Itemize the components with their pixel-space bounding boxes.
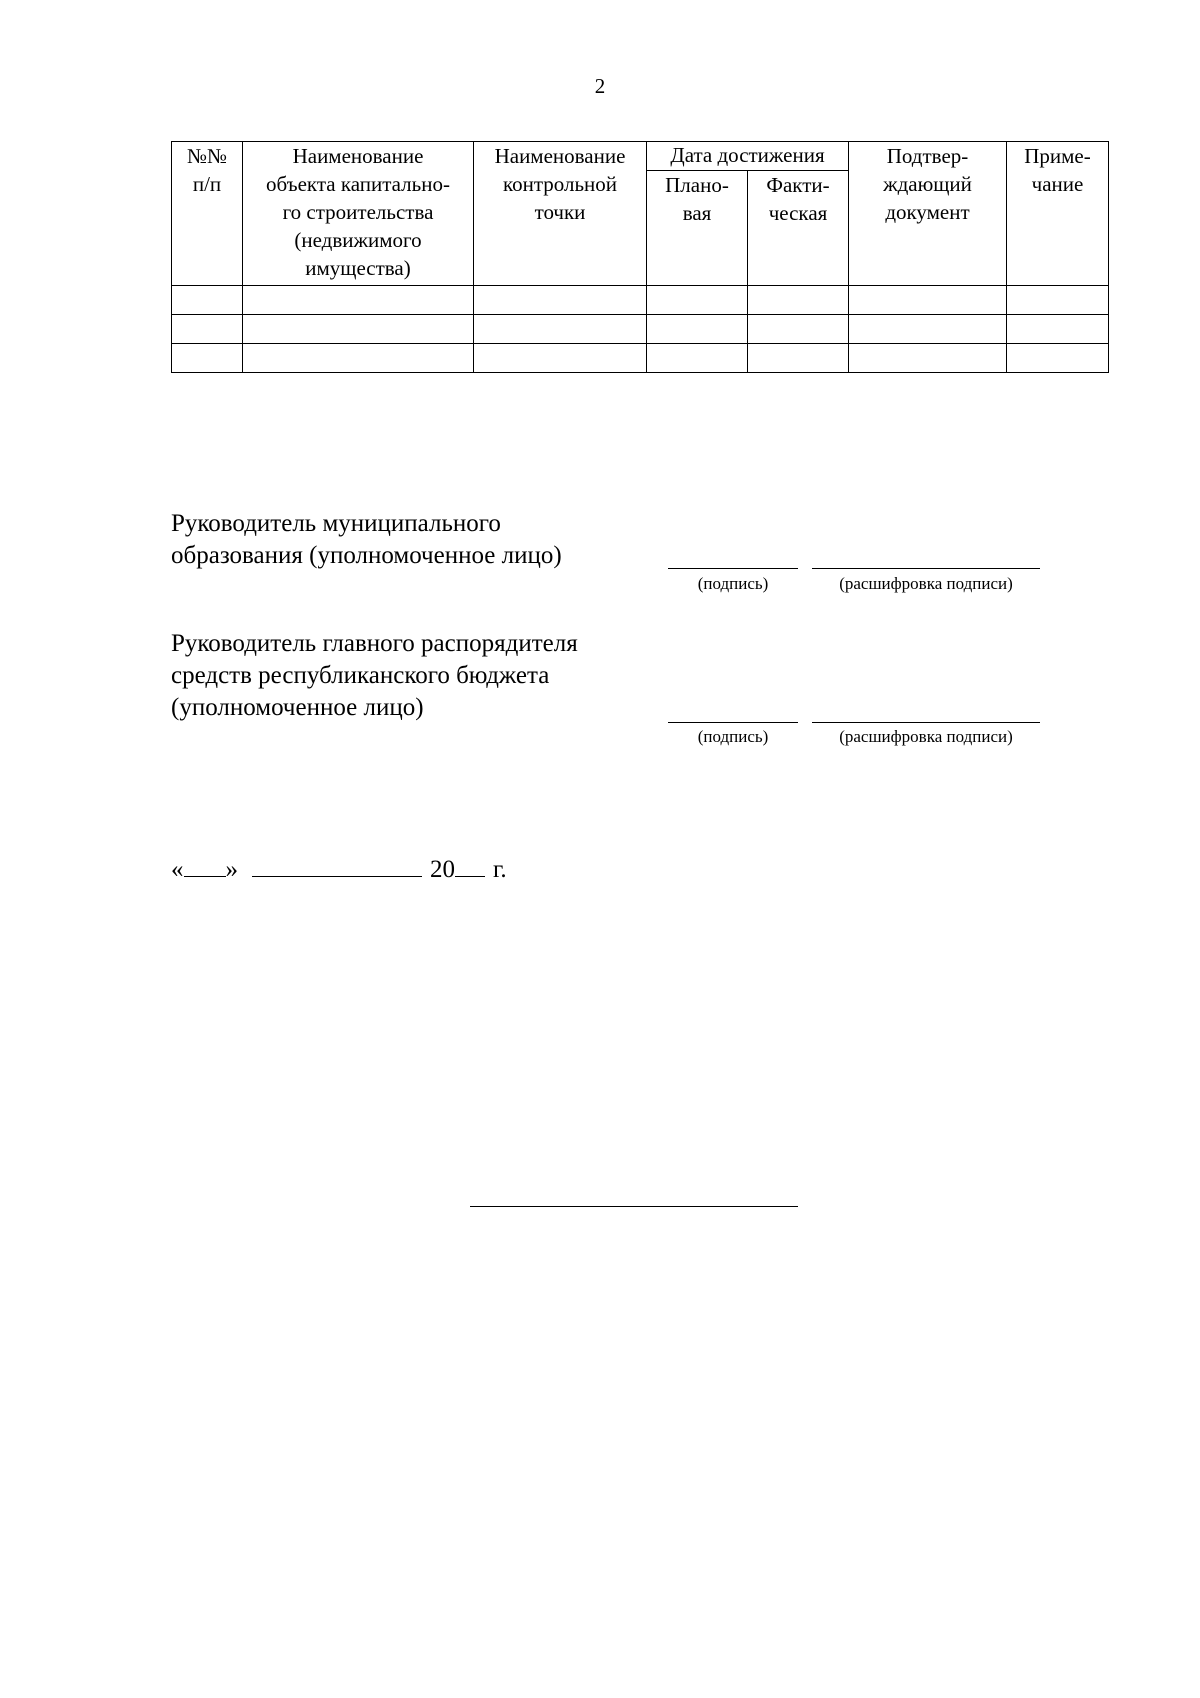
signature-decoding-line [812,722,1040,723]
signature-hint: (подпись) [697,574,769,593]
table-cell [748,344,849,373]
header-note: Приме- чание [1007,142,1109,286]
close-quote: » [225,856,238,883]
table-cell [748,286,849,315]
table-cell [748,315,849,344]
table-row [172,315,1109,344]
header-achievement-date: Дата достижения [647,142,849,171]
table-cell [1007,344,1109,373]
municipal-head-label: Руководитель муниципального образования (уполномоченное лицо) [171,510,562,569]
signature-line [668,722,798,723]
page-number: 2 [594,74,606,98]
table-cell [647,315,748,344]
day-blank [184,852,226,877]
footer-rule [470,1206,798,1207]
header-planned-date: Плано- вая [647,171,748,286]
header-confirming-document: Подтвер- ждающий документ [849,142,1007,286]
table-cell [243,315,474,344]
table-cell [172,315,243,344]
header-checkpoint-name: Наименование контрольной точки [474,142,647,286]
table-cell [1007,315,1109,344]
signature-decoding-line [812,568,1040,569]
table-cell [474,286,647,315]
control-points-table [171,141,1109,373]
signature-hint: (подпись) [697,727,769,746]
table-cell [243,344,474,373]
signature-decoding-hint: (расшифровка подписи) [839,574,1013,593]
table-cell [849,344,1007,373]
table-cell [474,315,647,344]
table-cell [243,286,474,315]
signature-decoding-hint: (расшифровка подписи) [839,727,1013,746]
header-actual-date: Факти- ческая [748,171,849,286]
table-row [172,344,1109,373]
year-prefix: 20 [430,856,455,883]
month-blank [252,852,422,877]
budget-manager-head-label: Руководитель главного распорядителя средств республиканского бюджета (уполномоченное лицо) [171,630,578,721]
table-cell [1007,286,1109,315]
date-line [171,852,507,884]
header-number: №№ п/п [172,142,243,286]
year-suffix: г. [493,856,507,883]
table-cell [647,344,748,373]
header-object-name: Наименование объекта капитально- го строительства (недвижимого имущества) [243,142,474,286]
table-row [172,286,1109,315]
open-quote: « [171,856,184,883]
table-cell [474,344,647,373]
table-cell [647,286,748,315]
table-cell [849,286,1007,315]
table-cell [849,315,1007,344]
year-blank [455,852,485,877]
table-cell [172,286,243,315]
signature-line [668,568,798,569]
table-cell [172,344,243,373]
